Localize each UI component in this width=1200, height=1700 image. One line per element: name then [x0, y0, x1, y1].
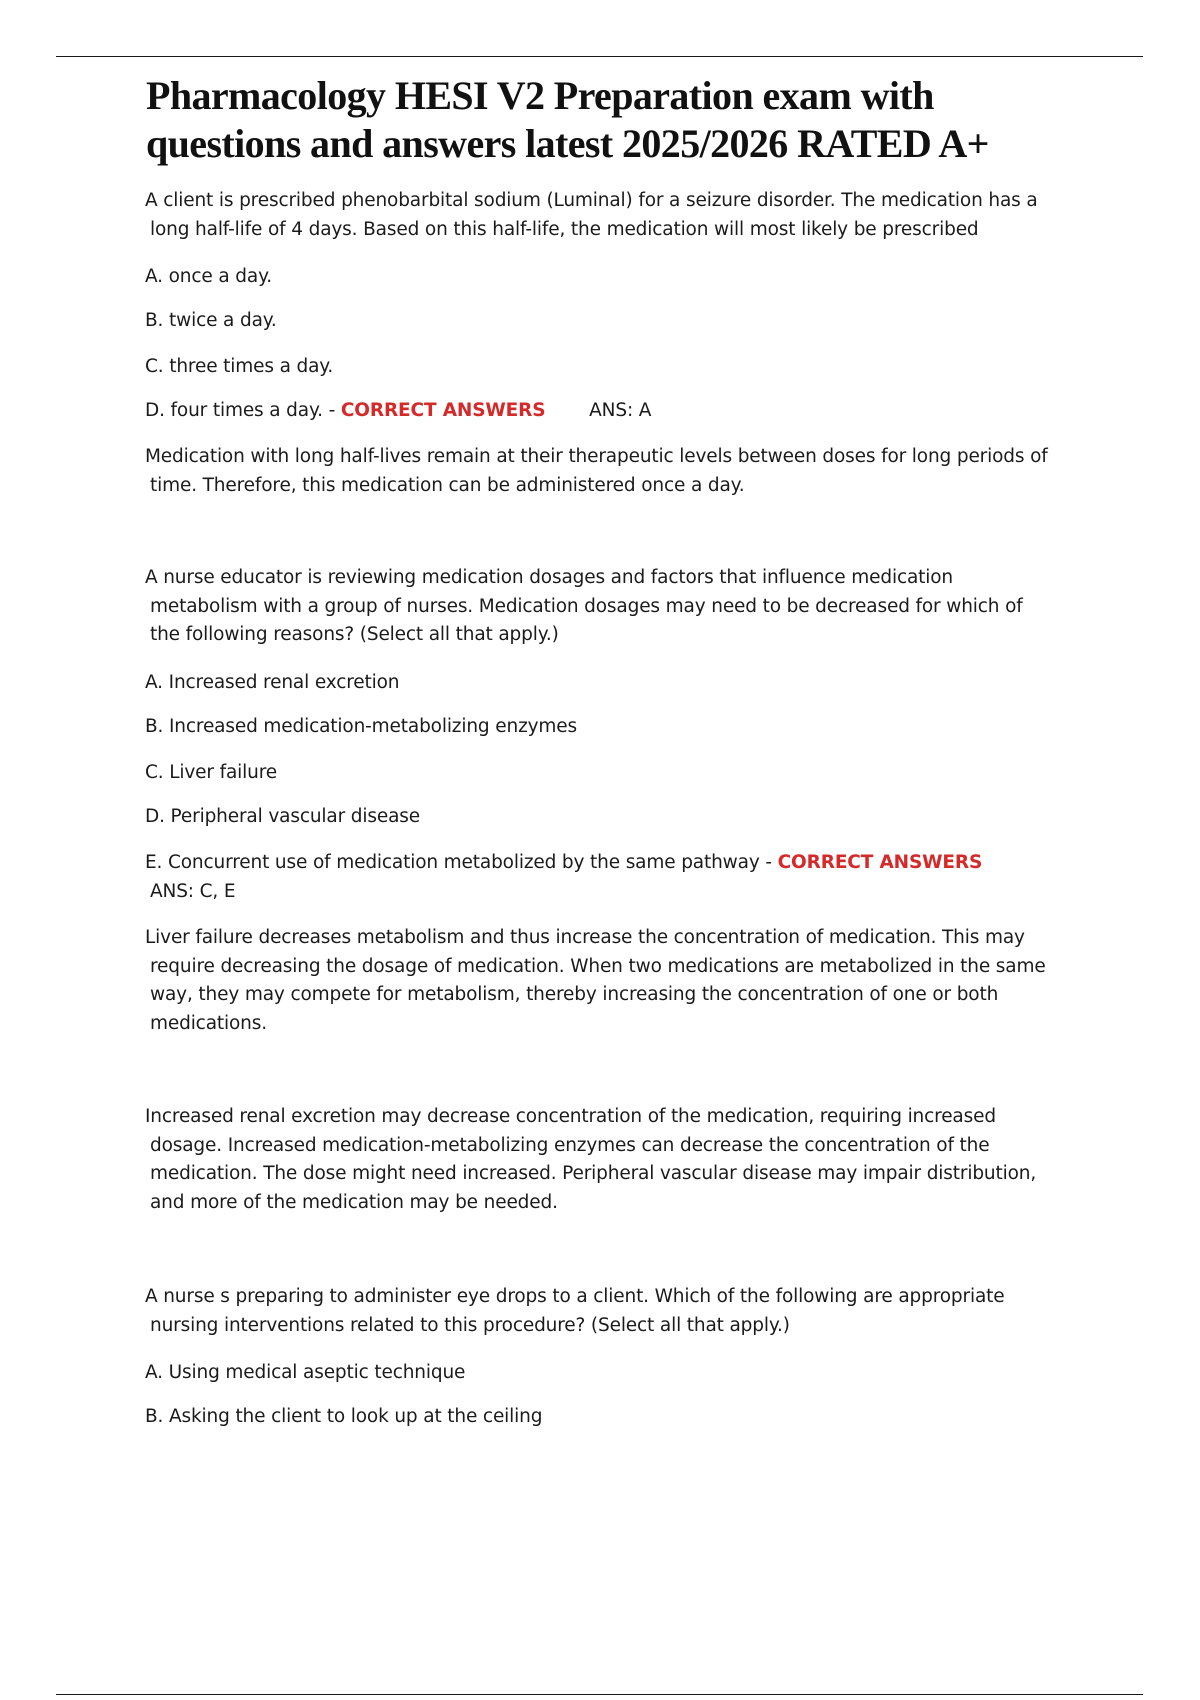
- title-line-2: questions and answers latest 2025/2026 RATED A+: [146, 121, 989, 166]
- q1-option-c: C. three times a day.: [145, 356, 334, 377]
- q2-option-e-text: E. Concurrent use of medication metabolized by the same pathway -: [145, 852, 772, 873]
- q1-rationale-line-1: Medication with long half-lives remain at their therapeutic levels between doses for long periods of: [145, 446, 1048, 467]
- q1-option-a: A. once a day.: [145, 266, 272, 287]
- title-line-1: Pharmacology HESI V2 Preparation exam with: [146, 73, 934, 118]
- q1-correct-answers-label: CORRECT ANSWERS: [340, 400, 546, 421]
- q3-stem-line-2: nursing interventions related to this procedure? (Select all that apply.): [150, 1314, 790, 1336]
- q2-rationale-1-line-2: require decreasing the dosage of medication. When two medications are metabolized in the same: [150, 955, 1046, 977]
- q2-rationale-2: [145, 1103, 1036, 1217]
- q3-option-b: B. Asking the client to look up at the ceiling: [145, 1406, 543, 1427]
- q3-option-a: A. Using medical aseptic technique: [145, 1362, 466, 1383]
- q2-answer: ANS: C, E: [150, 880, 236, 902]
- q2-correct-answers-label: CORRECT ANSWERS: [777, 852, 983, 873]
- q1-option-d: [145, 397, 651, 426]
- q2-stem: [145, 564, 1023, 650]
- q2-option-a: A. Increased renal excretion: [145, 672, 400, 693]
- q2-rationale-2-line-3: medication. The dose might need increased. Peripheral vascular disease may impair distribution,: [150, 1163, 1037, 1184]
- q1-stem-line-1: A client is prescribed phenobarbital sodium (Luminal) for a seizure disorder. The medication has a: [145, 190, 1038, 211]
- top-divider: [56, 56, 1143, 57]
- page-title: [146, 72, 1106, 168]
- q3-stem-line-1: A nurse s preparing to administer eye drops to a client. Which of the following are appropriate: [145, 1286, 1005, 1307]
- q1-stem-line-2: long half-life of 4 days. Based on this half-life, the medication will most likely be prescribed: [150, 218, 979, 240]
- q2-rationale-1: [145, 924, 1046, 1038]
- q2-rationale-1-line-3: way, they may compete for metabolism, thereby increasing the concentration of one or both: [150, 984, 999, 1005]
- q2-rationale-2-line-1: Increased renal excretion may decrease concentration of the medication, requiring increased: [145, 1106, 996, 1127]
- q2-stem-line-3: the following reasons? (Select all that apply.): [150, 624, 559, 645]
- q2-rationale-1-line-4: medications.: [150, 1012, 267, 1034]
- q1-rationale-line-2: time. Therefore, this medication can be administered once a day.: [150, 474, 745, 496]
- q2-stem-line-1: A nurse educator is reviewing medication dosages and factors that influence medication: [145, 567, 954, 588]
- q2-option-d: D. Peripheral vascular disease: [145, 806, 420, 827]
- q2-stem-line-2: metabolism with a group of nurses. Medication dosages may need to be decreased for which of: [150, 595, 1023, 617]
- q2-rationale-2-line-2: dosage. Increased medication-metabolizing enzymes can decrease the concentration of the: [150, 1134, 990, 1156]
- q2-option-c: C. Liver failure: [145, 762, 277, 783]
- q2-option-b: B. Increased medication-metabolizing enzymes: [145, 716, 578, 737]
- q2-rationale-1-line-1: Liver failure decreases metabolism and thus increase the concentration of medication. This may: [145, 927, 1025, 948]
- q2-option-e: [145, 849, 982, 906]
- q1-rationale: [145, 443, 1048, 500]
- q1-option-b: B. twice a day.: [145, 310, 277, 331]
- q1-stem: [145, 187, 1038, 244]
- q1-option-d-text: D. four times a day. -: [145, 400, 336, 421]
- q2-rationale-2-line-4: and more of the medication may be needed.: [150, 1191, 558, 1213]
- q1-answer: ANS: A: [589, 400, 652, 421]
- q3-stem: [145, 1283, 1004, 1340]
- bottom-divider: [56, 1694, 1143, 1695]
